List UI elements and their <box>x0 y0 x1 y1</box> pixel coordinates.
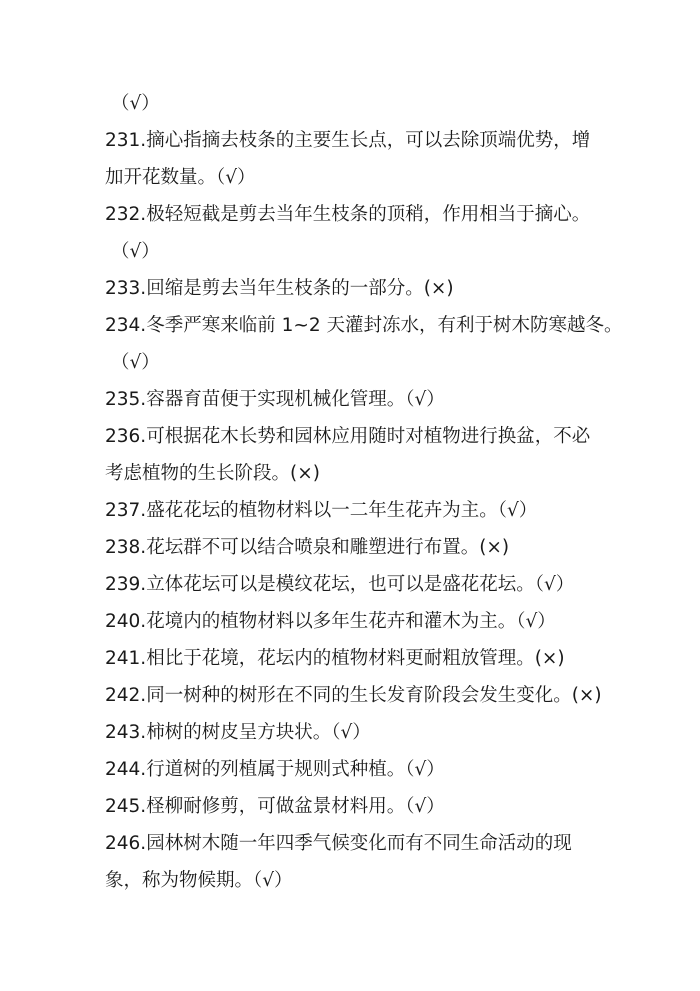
question-232-line-1: 232.极轻短截是剪去当年生枝条的顶稍，作用相当于摘心。 <box>105 204 591 225</box>
question-236-line-2: 考虑植物的生长阶段。(×) <box>105 463 320 484</box>
question-241: 241.相比于花境，花坛内的植物材料更耐粗放管理。(×) <box>105 648 565 669</box>
question-233: 233.回缩是剪去当年生枝条的一部分。(×) <box>105 278 454 299</box>
question-231-line-1: 231.摘心指摘去枝条的主要生长点，可以去除顶端优势，增 <box>105 130 591 151</box>
answer-line: （√） <box>111 93 160 114</box>
question-246-line-2: 象，称为物候期。（√） <box>105 870 293 891</box>
question-245: 245.柽柳耐修剪，可做盆景材料用。（√） <box>105 796 445 817</box>
question-237: 237.盛花花坛的植物材料以一二年生花卉为主。（√） <box>105 500 538 521</box>
question-244: 244.行道树的列植属于规则式种植。（√） <box>105 759 445 780</box>
question-234-line-1: 234.冬季严寒来临前 1~2 天灌封冻水，有利于树木防寒越冬。 <box>105 315 623 336</box>
question-234-answer: （√） <box>111 352 160 373</box>
question-239: 239.立体花坛可以是模纹花坛，也可以是盛花花坛。（√） <box>105 574 575 595</box>
question-243: 243.柿树的树皮呈方块状。（√） <box>105 722 371 743</box>
question-235: 235.容器育苗便于实现机械化管理。（√） <box>105 389 445 410</box>
question-246-line-1: 246.园林树木随一年四季气候变化而有不同生命活动的现 <box>105 833 572 854</box>
question-231-line-2: 加开花数量。（√） <box>105 167 256 188</box>
question-238: 238.花坛群不可以结合喷泉和雕塑进行布置。(×) <box>105 537 510 558</box>
question-236-line-1: 236.可根据花木长势和园林应用随时对植物进行换盆，不必 <box>105 426 591 447</box>
question-242: 242.同一树种的树形在不同的生长发育阶段会发生变化。(×) <box>105 685 602 706</box>
document-page <box>105 85 623 899</box>
question-232-answer: （√） <box>111 241 160 262</box>
question-240: 240.花境内的植物材料以多年生花卉和灌木为主。（√） <box>105 611 556 632</box>
